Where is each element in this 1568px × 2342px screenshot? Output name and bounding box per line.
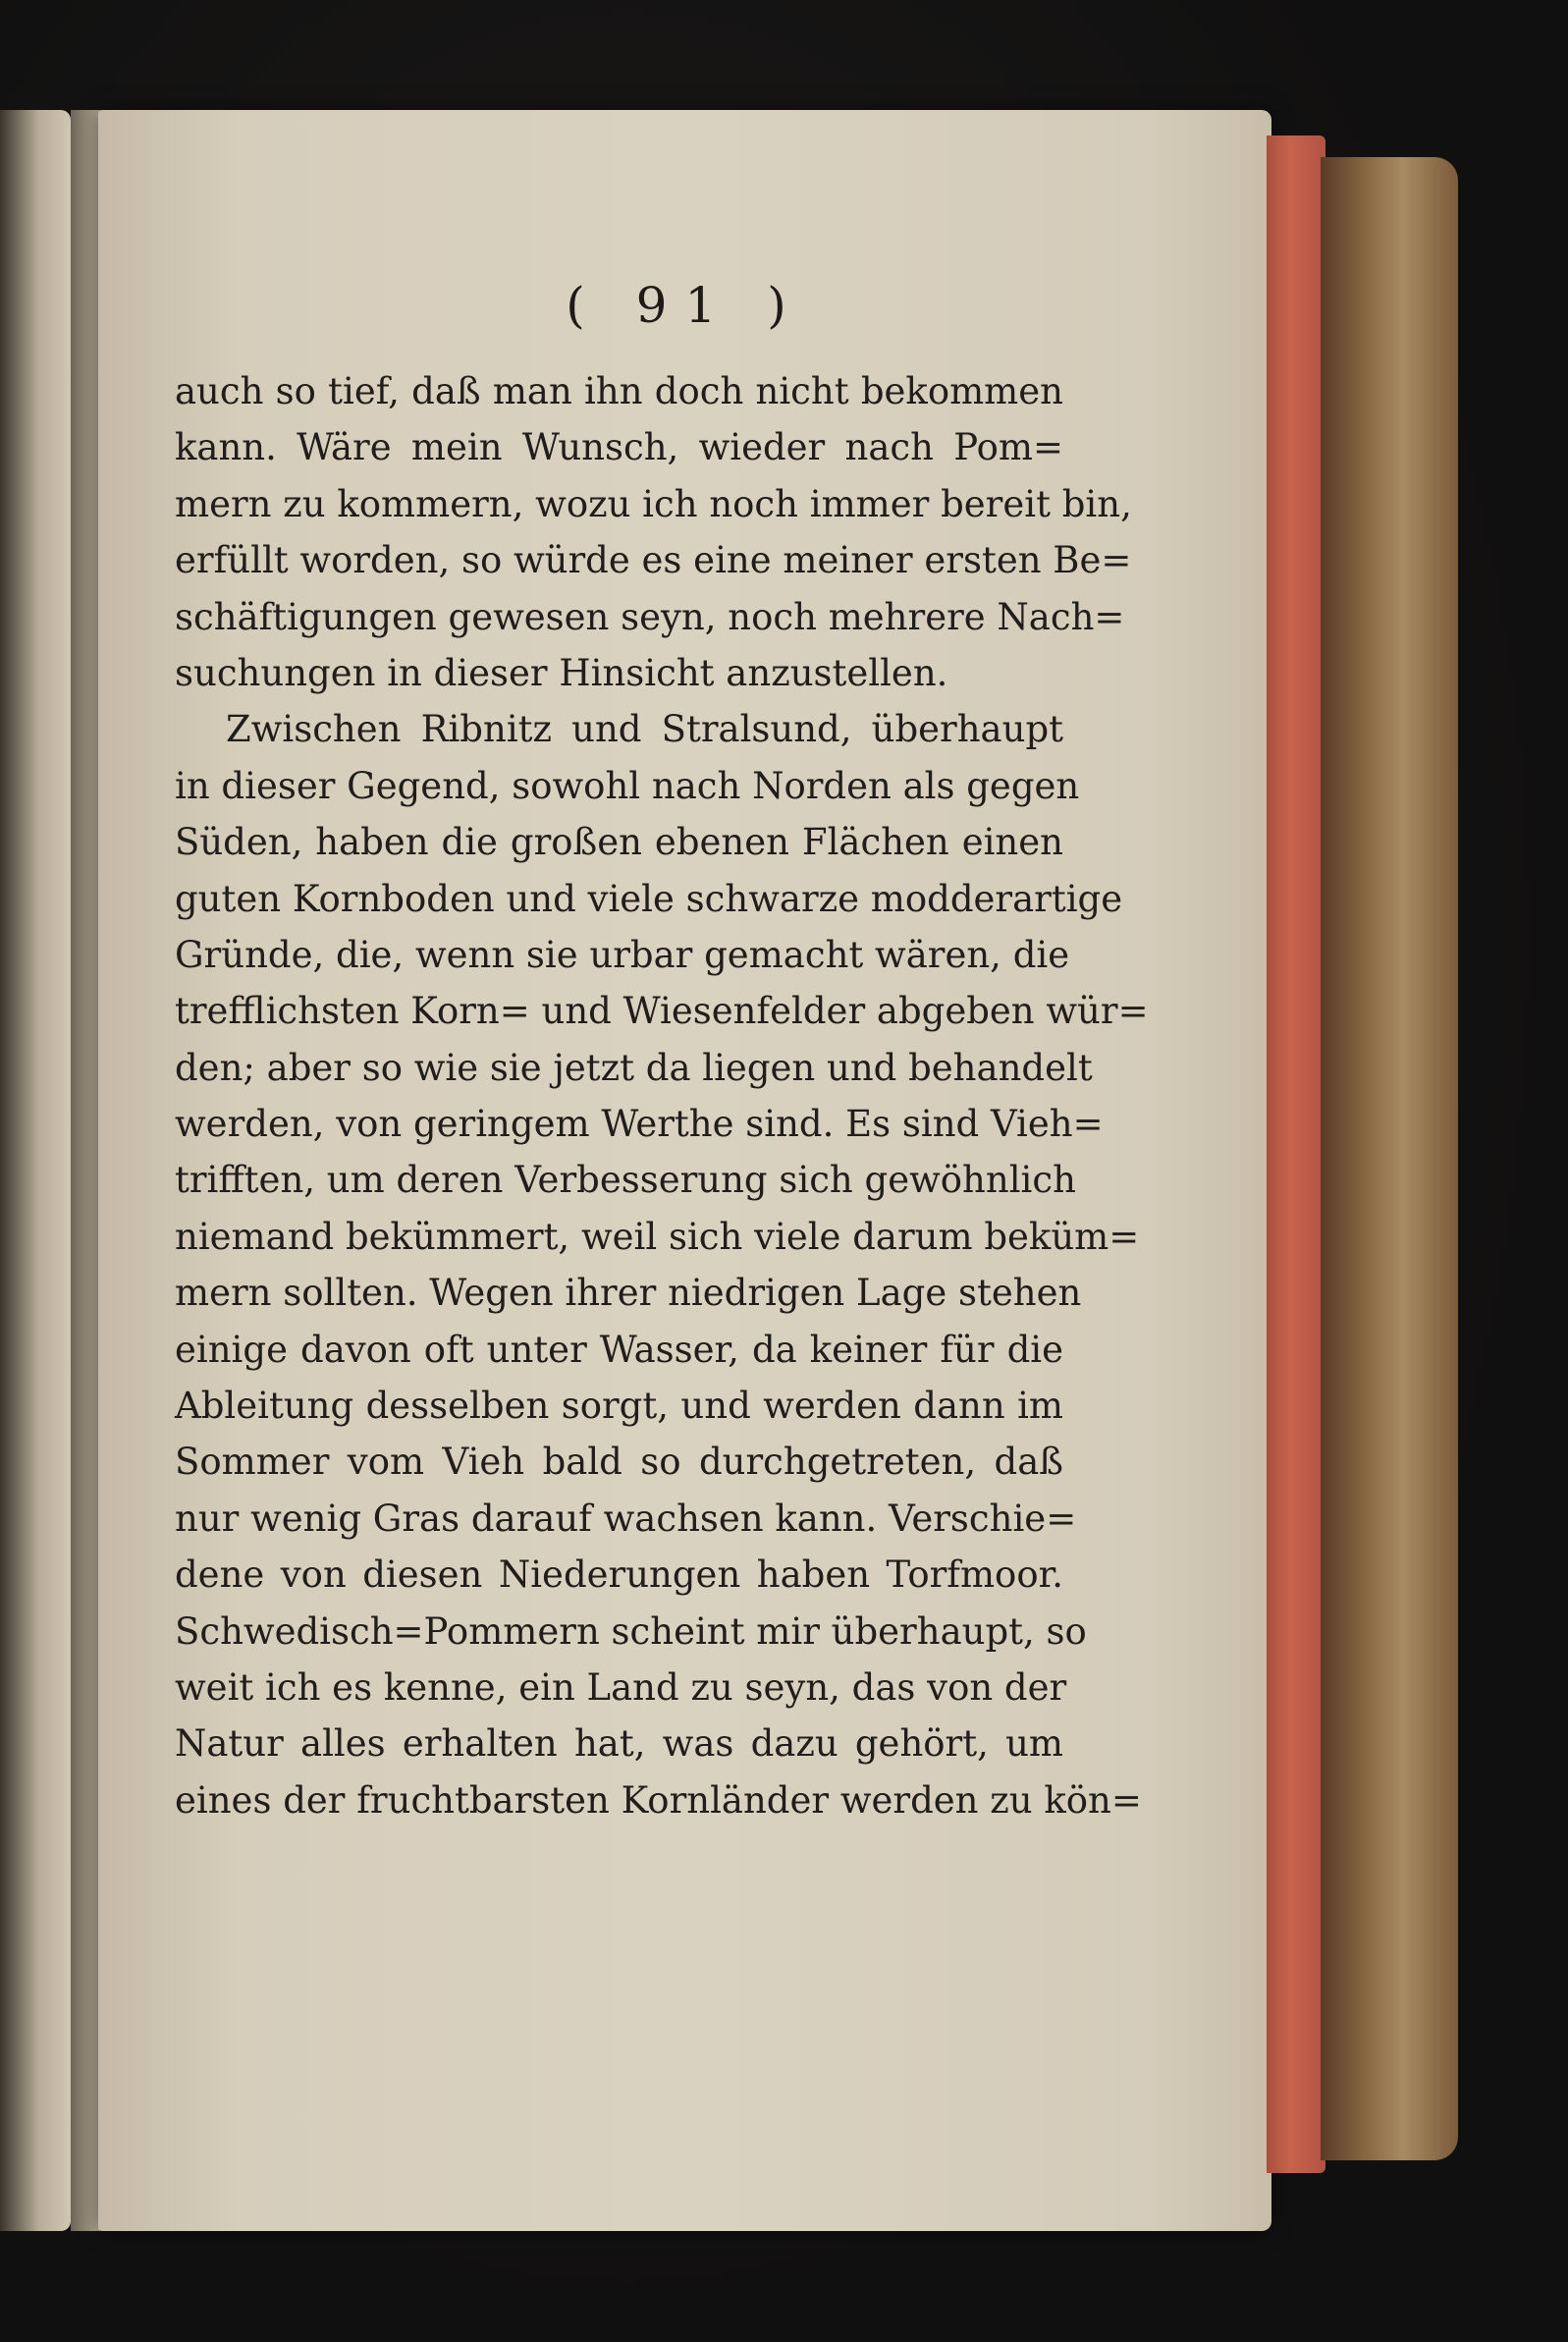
book-binding — [1321, 157, 1458, 2160]
text-line: Ableitung desselben sorgt, und werden dann im — [175, 1385, 1063, 1428]
book-gutter — [71, 110, 100, 2231]
text-line: Sommer vom Vieh bald so durchgetreten, daß — [175, 1441, 1063, 1484]
text-line: mern zu kommern, wozu ich noch immer bereit bin, — [175, 482, 1132, 525]
text-line: in dieser Gegend, sowohl nach Norden als gegen — [175, 764, 1080, 807]
text-line: kann. Wäre mein Wunsch, wieder nach Pom= — [175, 426, 1063, 469]
text-line: trifften, um deren Verbesserung sich gewöhnlich — [175, 1159, 1076, 1202]
text-line: mern sollten. Wegen ihrer niedrigen Lage stehen — [175, 1272, 1082, 1315]
text-line: guten Kornboden und viele schwarze modderartige — [175, 877, 1123, 920]
page-text — [175, 363, 1149, 1828]
text-line: einige davon oft unter Wasser, da keiner für die — [175, 1328, 1063, 1371]
text-line: nur wenig Gras darauf wachsen kann. Verschie= — [175, 1497, 1077, 1540]
text-line: dene von diesen Niederungen haben Torfmoor. — [175, 1553, 1063, 1597]
text-line: Süden, haben die großen ebenen Flächen einen — [175, 821, 1063, 864]
text-line: niemand bekümmert, weil sich viele darum beküm= — [175, 1215, 1140, 1258]
text-line: auch so tief, daß man ihn doch nicht bekommen — [175, 370, 1063, 412]
text-line: werden, von geringem Werthe sind. Es sind Vieh= — [175, 1103, 1104, 1146]
text-line: eines der fruchtbarsten Kornländer werden zu kön= — [175, 1778, 1142, 1822]
text-line: suchungen in dieser Hinsicht anzustellen. — [175, 651, 948, 694]
text-line: den; aber so wie sie jetzt da liegen und behandelt — [175, 1046, 1093, 1089]
text-line: weit ich es kenne, ein Land zu seyn, das von der — [175, 1665, 1067, 1709]
page-header: ( 91 ) — [566, 277, 804, 334]
text-line: Natur alles erhalten hat, was dazu gehört, um — [175, 1722, 1063, 1766]
text-line: erfüllt worden, so würde es eine meiner ersten Be= — [175, 539, 1132, 582]
text-line: trefflichsten Korn= und Wiesenfelder abgeben wür= — [175, 990, 1149, 1033]
red-page-edges — [1267, 136, 1325, 2173]
left-page-edge — [0, 110, 71, 2231]
text-line: Schwedisch=Pommern scheint mir überhaupt, so — [175, 1609, 1087, 1653]
text-line: schäftigungen gewesen seyn, noch mehrere Nach= — [175, 595, 1125, 638]
text-line: Zwischen Ribnitz und Stralsund, überhaupt — [226, 708, 1063, 751]
text-line: Gründe, die, wenn sie urbar gemacht wären, die — [175, 933, 1070, 976]
